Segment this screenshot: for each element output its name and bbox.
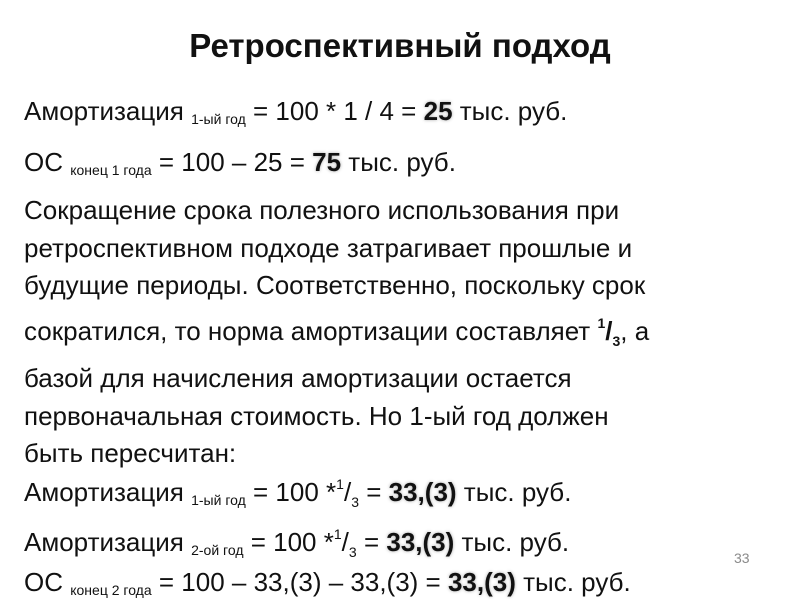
equals-sign: = [366,477,382,507]
depreciation-label: Амортизация [24,477,184,507]
unit: тыс. руб. [461,527,570,557]
result-value: 75 [312,147,342,177]
formula: = 100 – 33,(3) – 33,(3) = [158,567,441,597]
asset-label: ОС [24,567,63,597]
fraction [336,476,359,510]
recalc-depreciation-year1-line [24,468,571,518]
fraction-slash: / [605,315,613,346]
depreciation-label: Амортизация [24,527,184,557]
formula: = 100 * 1 / 4 = [253,96,417,126]
unit: тыс. руб. [523,567,631,597]
recalc-depreciation-year2-line [24,518,569,568]
depreciation-label: Амортизация [24,96,184,126]
formula: = 100 – 25 = [158,147,305,177]
explanation-paragraph [24,192,784,473]
asset-end-year2-line [24,566,631,600]
fraction-denominator: 3 [351,494,359,510]
fraction-denominator: 3 [348,544,357,560]
paragraph-line [24,305,784,361]
unit: тыс. руб. [459,96,568,126]
equals-sign: = [363,527,380,557]
fraction-numerator: 1 [336,476,344,492]
year-subscript: 1-ый год [191,492,246,508]
fraction-slash: / [343,477,352,507]
unit: тыс. руб. [348,147,456,177]
fraction [333,526,357,560]
paragraph-line: базой для начисления амортизации остается [24,363,572,393]
period-subscript: конец 2 года [70,582,152,598]
formula: = 100 * [250,527,334,557]
page-number: 33 [734,550,750,566]
paragraph-text: сократился, то норма амортизации составляет [24,315,591,346]
asset-end-year1-line [24,146,456,186]
result-value: 25 [423,96,453,126]
fraction-numerator: 1 [597,314,606,331]
paragraph-line: будущие периоды. Соответственно, поскольку срок [24,270,646,300]
asset-label: ОС [24,147,63,177]
fraction-numerator: 1 [333,526,342,542]
fraction-denominator: 3 [612,332,621,349]
paragraph-line: ретроспективном подходе затрагивает прошлые и [24,232,633,263]
result-value: 33,(3) [388,477,457,507]
paragraph-line: быть пересчитан: [24,438,237,468]
paragraph-line: Сокращение срока полезного использования при [24,195,620,225]
paragraph-line: первоначальная стоимость. Но 1-ый год должен [24,400,609,431]
unit: тыс. руб. [463,477,572,507]
paragraph-text: , а [620,315,650,346]
result-value: 33,(3) [447,567,516,597]
year-subscript: 2-ой год [191,542,244,558]
depreciation-year1-line [24,95,567,135]
result-value: 33,(3) [386,527,455,557]
formula: = 100 * [253,477,337,507]
fraction-slash: / [341,527,349,557]
fraction [597,314,621,349]
year-subscript: 1-ый год [191,111,246,127]
period-subscript: конец 1 года [70,162,152,178]
slide-title: Ретроспективный подход [189,27,611,64]
